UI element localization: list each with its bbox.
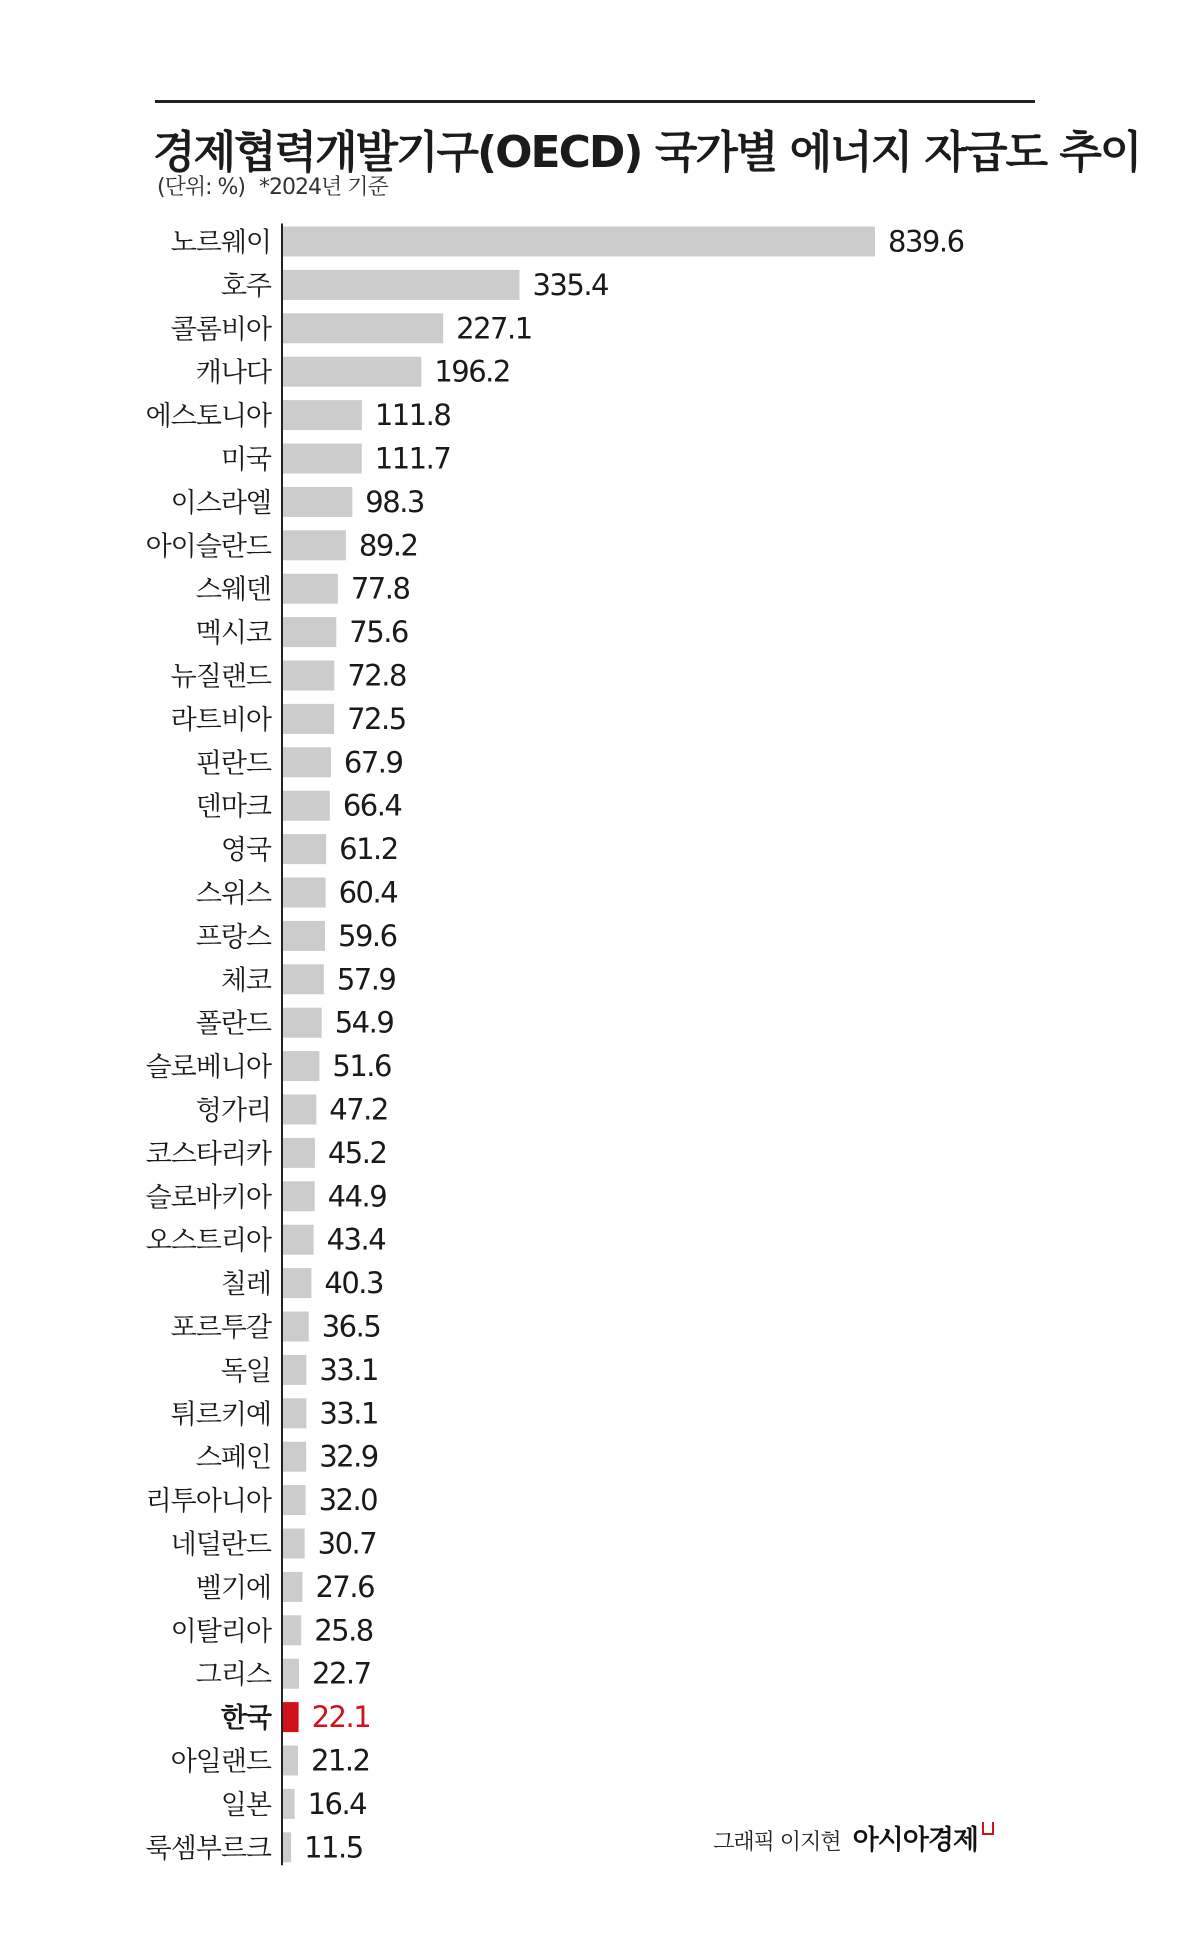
category-label: 칠레 xyxy=(220,1269,271,1301)
category-label: 영국 xyxy=(220,835,271,867)
value-label: 22.1 xyxy=(311,1700,371,1735)
category-label: 슬로베니아 xyxy=(145,1052,271,1084)
bar xyxy=(283,964,324,994)
value-label: 33.1 xyxy=(319,1352,378,1387)
bar xyxy=(283,1095,316,1125)
value-label: 72.5 xyxy=(347,701,406,736)
value-label: 98.3 xyxy=(365,484,424,519)
value-label: 227.1 xyxy=(456,311,532,346)
category-label: 폴란드 xyxy=(195,1008,271,1040)
value-label: 839.6 xyxy=(888,224,964,259)
category-label: 그리스 xyxy=(195,1659,271,1691)
bar xyxy=(283,1789,295,1819)
category-label: 스페인 xyxy=(195,1442,271,1474)
bar xyxy=(283,1746,298,1776)
value-label: 27.6 xyxy=(315,1569,375,1604)
bar xyxy=(283,921,325,951)
value-label: 33.1 xyxy=(319,1396,378,1431)
bar xyxy=(283,313,443,343)
value-label: 51.6 xyxy=(332,1049,391,1084)
category-label: 헝가리 xyxy=(195,1095,271,1127)
value-label: 32.9 xyxy=(319,1439,378,1474)
value-label: 21.2 xyxy=(310,1743,370,1778)
category-label: 슬로바키아 xyxy=(145,1182,271,1214)
value-label: 111.7 xyxy=(374,441,451,476)
value-label: 30.7 xyxy=(317,1526,377,1561)
category-label: 포르투갈 xyxy=(170,1312,271,1344)
value-label: 66.4 xyxy=(342,788,402,823)
category-label: 핀란드 xyxy=(195,748,271,780)
unit-label: (단위: %) xyxy=(157,175,245,200)
base-year-note: *2024년 기준 xyxy=(258,175,388,200)
category-label: 독일 xyxy=(220,1355,271,1387)
bar xyxy=(283,791,330,821)
bar xyxy=(283,1615,301,1645)
bar xyxy=(283,1659,299,1689)
category-label: 아이슬란드 xyxy=(145,531,271,563)
bar xyxy=(283,1702,299,1732)
category-label: 체코 xyxy=(220,965,271,997)
category-label: 코스타리카 xyxy=(145,1138,271,1170)
category-label: 오스트리아 xyxy=(145,1225,271,1257)
brand-mark-icon xyxy=(982,1822,994,1835)
value-label: 60.4 xyxy=(338,875,398,910)
category-label: 벨기에 xyxy=(195,1572,271,1604)
bar xyxy=(283,661,334,691)
bar xyxy=(283,1268,311,1298)
value-label: 67.9 xyxy=(343,745,403,780)
value-label: 40.3 xyxy=(324,1266,383,1301)
bar xyxy=(283,444,362,474)
value-label: 111.8 xyxy=(374,398,451,433)
value-label: 47.2 xyxy=(329,1092,388,1127)
value-label: 25.8 xyxy=(314,1613,373,1648)
bar xyxy=(283,1355,306,1385)
bar xyxy=(283,1312,309,1342)
category-label: 라트비아 xyxy=(170,704,271,736)
bar xyxy=(283,617,336,647)
bar xyxy=(283,747,331,777)
value-label: 22.7 xyxy=(312,1656,371,1691)
value-label: 45.2 xyxy=(327,1135,387,1170)
category-label: 아일랜드 xyxy=(170,1746,271,1778)
value-label: 196.2 xyxy=(434,354,510,389)
category-label: 호주 xyxy=(220,270,271,302)
credit xyxy=(713,1818,994,1857)
bar xyxy=(283,1832,291,1862)
category-label: 캐나다 xyxy=(195,357,271,389)
category-label: 덴마크 xyxy=(195,791,271,823)
category-label: 네덜란드 xyxy=(170,1529,271,1561)
chart-title: 경제협력개발기구(OECD) 국가별 에너지 자급도 추이 xyxy=(153,127,1141,178)
category-label: 스웨덴 xyxy=(195,574,271,606)
bar xyxy=(283,1442,306,1472)
bar xyxy=(283,400,362,430)
bar xyxy=(283,574,338,604)
bar xyxy=(283,834,326,864)
category-label: 에스토니아 xyxy=(145,401,271,433)
bar xyxy=(283,1485,306,1515)
category-label: 콜롬비아 xyxy=(170,314,271,346)
category-label: 이탈리아 xyxy=(170,1616,271,1648)
value-label: 57.9 xyxy=(336,962,396,997)
bar xyxy=(283,530,346,560)
value-label: 11.5 xyxy=(304,1830,363,1865)
value-label: 16.4 xyxy=(307,1786,367,1821)
value-label: 44.9 xyxy=(327,1179,387,1214)
category-label: 일본 xyxy=(220,1789,271,1821)
value-label: 61.2 xyxy=(339,832,398,867)
value-label: 89.2 xyxy=(358,528,418,563)
value-label: 43.4 xyxy=(326,1222,386,1257)
value-label: 335.4 xyxy=(532,267,609,302)
category-label: 노르웨이 xyxy=(170,227,271,259)
bar xyxy=(283,1225,314,1255)
value-label: 54.9 xyxy=(334,1005,394,1040)
brand-logo: 아시아경제 xyxy=(852,1825,978,1856)
bar xyxy=(283,487,352,517)
bar xyxy=(283,357,421,387)
bar xyxy=(283,704,334,734)
value-label: 36.5 xyxy=(321,1309,381,1344)
category-label: 이스라엘 xyxy=(170,487,271,519)
value-label: 32.0 xyxy=(318,1483,378,1518)
value-label: 77.8 xyxy=(350,571,410,606)
category-label: 뉴질랜드 xyxy=(170,661,271,693)
bar xyxy=(283,1051,319,1081)
bar xyxy=(283,227,875,257)
value-label: 72.8 xyxy=(347,658,406,693)
bar xyxy=(283,1181,315,1211)
value-label: 75.6 xyxy=(349,615,408,650)
category-label: 룩셈부르크 xyxy=(145,1833,271,1865)
category-label: 리투아니아 xyxy=(145,1486,271,1518)
value-label: 59.6 xyxy=(338,918,397,953)
bar xyxy=(283,1529,305,1559)
category-label: 스위스 xyxy=(195,878,271,910)
bar xyxy=(283,1398,306,1428)
category-label: 튀르키예 xyxy=(170,1399,271,1431)
bar xyxy=(283,270,519,300)
graphic-byline: 그래픽 이지현 xyxy=(713,1830,841,1855)
category-label: 한국 xyxy=(220,1703,271,1735)
bar xyxy=(283,1572,302,1602)
bar xyxy=(283,1138,315,1168)
category-label: 멕시코 xyxy=(195,618,271,650)
bar xyxy=(283,878,326,908)
category-label: 프랑스 xyxy=(195,921,271,953)
bar xyxy=(283,1008,322,1038)
category-label: 미국 xyxy=(220,444,271,476)
